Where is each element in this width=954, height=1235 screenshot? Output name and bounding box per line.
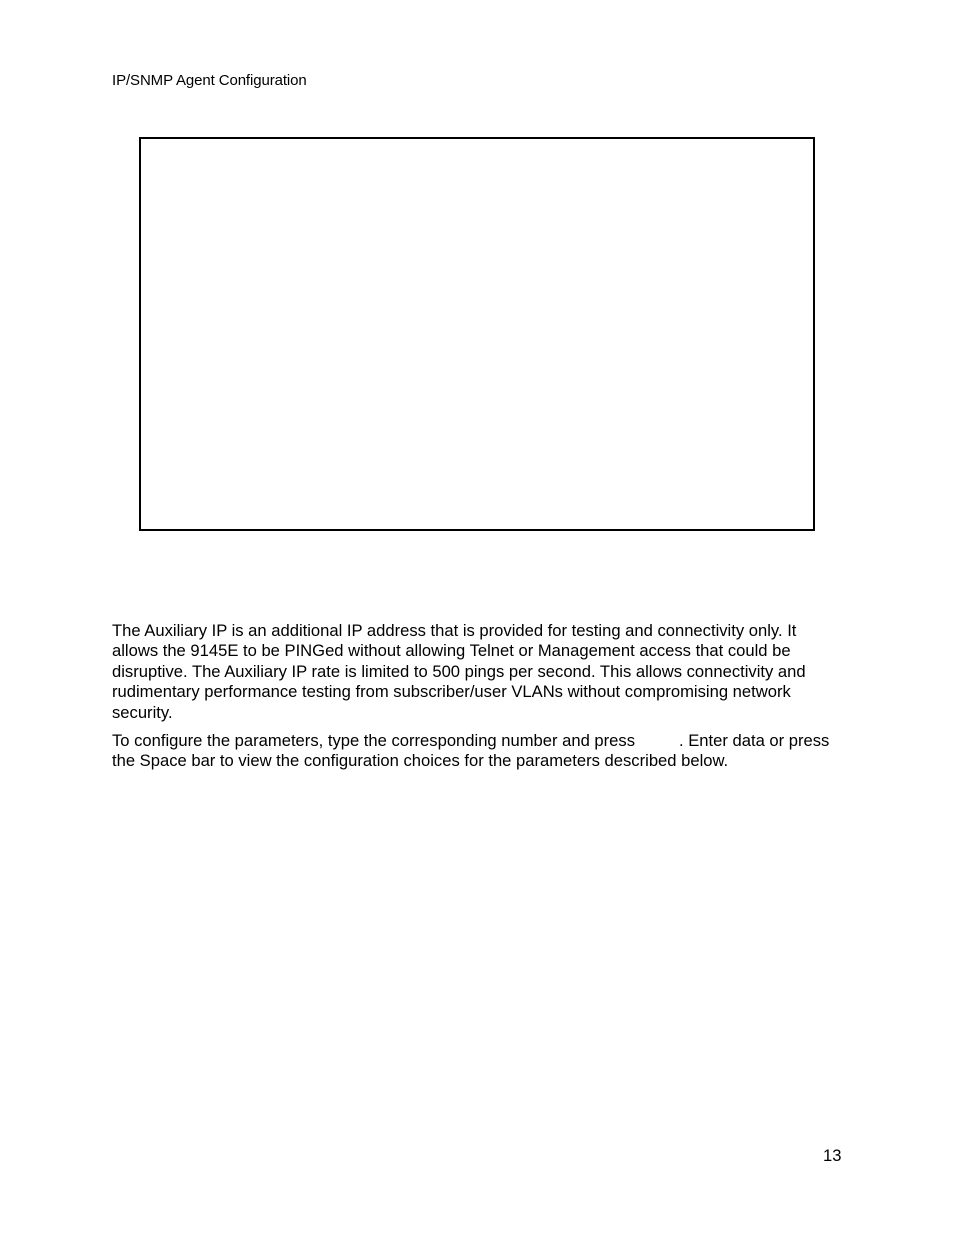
page-number: 13 [823, 1146, 842, 1165]
running-header: IP/SNMP Agent Configuration [112, 72, 307, 89]
screen-capture-frame [139, 137, 815, 531]
configure-instructions [112, 731, 842, 772]
auxiliary-ip-description: The Auxiliary IP is an additional IP address that is provided for testing and connectivity only. It allows the 9145E to be PINGed without allowing Telnet or Management access that could be disruptive. The Auxiliary IP rate is limited to 500 pings per second. This allows connectivity and rudimentary performance testing from subscriber/user VLANs without compromising network security. [112, 621, 806, 722]
instructions-text-end: . Enter data or press the Space bar to view the configuration choices for the parameters described below. [112, 731, 830, 771]
instructions-text-start: To configure the parameters, type the corresponding number and press [112, 731, 636, 750]
